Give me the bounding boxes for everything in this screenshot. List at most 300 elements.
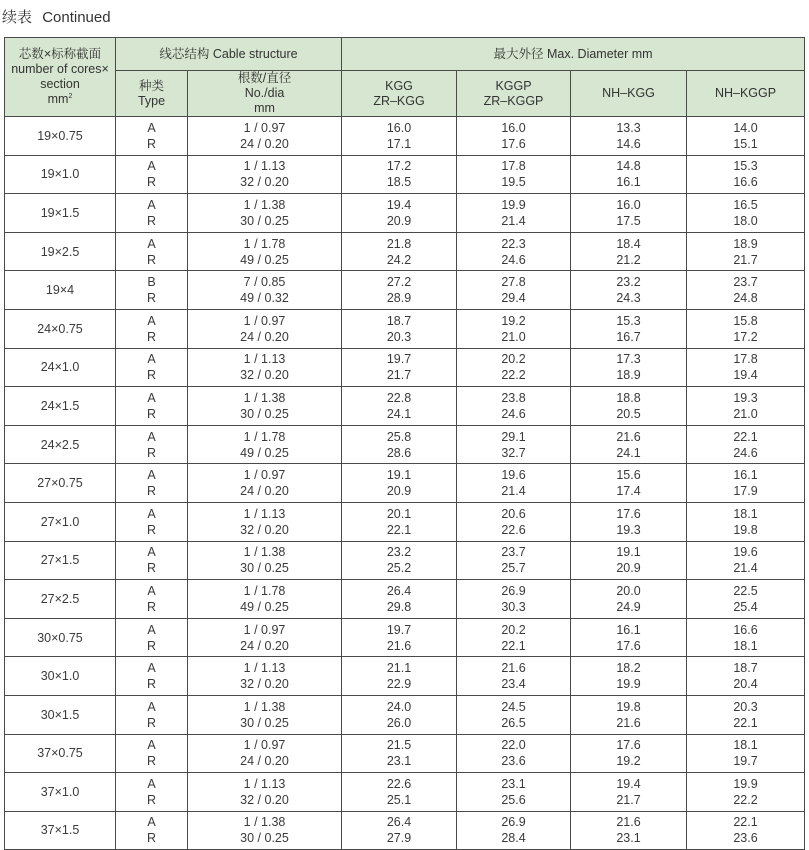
- cell-nh-kggp: [687, 464, 805, 503]
- cell-type: [116, 541, 188, 580]
- cell-type: [116, 502, 188, 541]
- cell-value: 19.9: [733, 776, 758, 791]
- cell-kggp: [457, 271, 571, 310]
- cell-value: 19.2: [616, 754, 641, 769]
- table-caption: [2, 6, 111, 27]
- cell-value: 19×1.0: [40, 167, 80, 182]
- cell-structure: [188, 734, 342, 773]
- cell-value: 14.8: [616, 159, 641, 174]
- cell-value: 24 / 0.20: [240, 484, 289, 499]
- cell-structure: [188, 502, 342, 541]
- cell-value: A: [147, 583, 156, 598]
- cell-kgg: [342, 194, 457, 233]
- cell-nh-kggp: [687, 348, 805, 387]
- cell-kggp: [457, 117, 571, 156]
- cell-structure: [188, 618, 342, 657]
- cell-value: 30 / 0.25: [240, 213, 289, 228]
- cell-value: 26.0: [386, 715, 412, 730]
- cell-value: 22.2: [733, 792, 758, 807]
- cell-section: [5, 232, 116, 271]
- cell-value: 22.1: [733, 715, 758, 730]
- cell-value: R: [146, 213, 157, 228]
- cell-section: [5, 348, 116, 387]
- cell-value: 32 / 0.20: [240, 522, 289, 537]
- cell-value: A: [147, 352, 156, 367]
- cell-value: 29.8: [386, 599, 412, 614]
- cell-value: A: [147, 699, 156, 714]
- cell-value: 15.8: [733, 313, 758, 328]
- cell-value: 21.6: [386, 638, 412, 653]
- cell-value: 20.0: [616, 583, 641, 598]
- cell-value: 22.6: [501, 522, 526, 537]
- cell-kggp: [457, 232, 571, 271]
- cell-value: 16.1: [616, 175, 641, 190]
- cell-value: 19.4: [386, 197, 412, 212]
- cell-kggp: [457, 194, 571, 233]
- cell-value: 25.1: [386, 792, 412, 807]
- cell-structure: [188, 348, 342, 387]
- cell-type: [116, 464, 188, 503]
- cell-value: 21.0: [733, 406, 758, 421]
- cell-value: 17.6: [616, 506, 641, 521]
- cell-value: 20.9: [386, 484, 412, 499]
- cell-value: 19.2: [501, 313, 526, 328]
- cell-value: 23.2: [386, 545, 412, 560]
- cell-value: A: [147, 622, 156, 637]
- cell-nh-kggp: [687, 773, 805, 812]
- cell-type: [116, 117, 188, 156]
- cell-value: 14.0: [733, 120, 758, 135]
- cell-value: 18.1: [733, 506, 758, 521]
- cell-value: 17.2: [386, 159, 412, 174]
- cell-nh-kgg: [571, 618, 687, 657]
- cell-kgg: [342, 309, 457, 348]
- cell-value: 7 / 0.85: [243, 275, 286, 290]
- cell-nh-kggp: [687, 117, 805, 156]
- cell-structure: [188, 194, 342, 233]
- cell-value: 49 / 0.25: [240, 599, 289, 614]
- header-kgg: KGG ZR–KGG: [342, 71, 457, 117]
- cell-value: R: [146, 599, 157, 614]
- cell-section: [5, 734, 116, 773]
- cell-kgg: [342, 387, 457, 426]
- cell-value: 15.1: [733, 136, 758, 151]
- cell-value: 24.1: [616, 445, 641, 460]
- cell-value: 23.1: [616, 831, 641, 846]
- cell-value: R: [146, 252, 157, 267]
- cell-nh-kggp: [687, 194, 805, 233]
- cell-value: R: [146, 561, 157, 576]
- cell-kgg: [342, 811, 457, 850]
- cell-value: 16.5: [733, 197, 758, 212]
- cell-value: 24.1: [386, 406, 412, 421]
- table-row: [5, 734, 805, 773]
- cell-type: [116, 387, 188, 426]
- cell-value: 24 / 0.20: [240, 136, 289, 151]
- cell-structure: [188, 271, 342, 310]
- cell-value: 23.7: [501, 545, 526, 560]
- table-row: [5, 618, 805, 657]
- cell-value: 1 / 0.97: [243, 622, 286, 637]
- cell-nh-kgg: [571, 695, 687, 734]
- cell-value: 18.0: [733, 213, 758, 228]
- cell-value: 1 / 1.38: [243, 545, 286, 560]
- cell-value: 19.9: [616, 677, 641, 692]
- cell-value: A: [147, 313, 156, 328]
- cell-value: 21.8: [386, 236, 412, 251]
- cell-section: [5, 425, 116, 464]
- cell-value: 20.5: [616, 406, 641, 421]
- cell-kgg: [342, 541, 457, 580]
- cell-section: [5, 811, 116, 850]
- cell-value: 25.2: [386, 561, 412, 576]
- cell-structure: [188, 773, 342, 812]
- cell-value: 20.9: [386, 213, 412, 228]
- cell-value: A: [147, 738, 156, 753]
- cell-nh-kggp: [687, 309, 805, 348]
- cell-section: [5, 271, 116, 310]
- cell-value: 30×0.75: [37, 630, 83, 645]
- cell-type: [116, 811, 188, 850]
- cell-value: 15.3: [616, 313, 641, 328]
- cell-section: [5, 657, 116, 696]
- cell-nh-kggp: [687, 502, 805, 541]
- cell-value: 1 / 1.38: [243, 699, 286, 714]
- cell-value: 16.6: [733, 622, 758, 637]
- cell-value: 19.4: [616, 776, 641, 791]
- cell-value: 1 / 1.13: [243, 661, 286, 676]
- cell-structure: [188, 309, 342, 348]
- cell-value: 1 / 0.97: [243, 313, 286, 328]
- cell-type: [116, 309, 188, 348]
- cell-value: 22.3: [501, 236, 526, 251]
- cell-value: 15.3: [733, 159, 758, 174]
- cell-value: 13.3: [616, 120, 641, 135]
- cell-value: 21.7: [616, 792, 641, 807]
- cell-value: 1 / 1.78: [243, 429, 286, 444]
- table-row: [5, 695, 805, 734]
- cell-value: A: [147, 159, 156, 174]
- cell-value: 25.6: [501, 792, 526, 807]
- cell-value: 24.9: [616, 599, 641, 614]
- cell-nh-kgg: [571, 348, 687, 387]
- cell-value: 25.8: [386, 429, 412, 444]
- cell-value: 23.8: [501, 390, 526, 405]
- cell-kgg: [342, 464, 457, 503]
- cell-section: [5, 309, 116, 348]
- cell-value: 1 / 1.13: [243, 159, 286, 174]
- cell-value: R: [146, 445, 157, 460]
- cell-value: 19×1.5: [40, 205, 80, 220]
- cell-nh-kggp: [687, 232, 805, 271]
- cell-value: 19.1: [386, 468, 412, 483]
- cell-value: R: [146, 638, 157, 653]
- cell-value: 16.6: [733, 175, 758, 190]
- cell-value: 18.1: [733, 638, 758, 653]
- cell-type: [116, 348, 188, 387]
- cell-value: A: [147, 468, 156, 483]
- cell-section: [5, 580, 116, 619]
- cell-kgg: [342, 580, 457, 619]
- cell-value: 16.1: [616, 622, 641, 637]
- cell-value: 19×4: [45, 283, 75, 298]
- cell-kggp: [457, 425, 571, 464]
- cell-value: 19.4: [733, 368, 758, 383]
- header-nh-kggp: NH–KGGP: [687, 71, 805, 117]
- cell-value: 27×1.0: [40, 514, 80, 529]
- cell-value: 37×1.5: [40, 823, 80, 838]
- table-row: [5, 464, 805, 503]
- cell-value: 27×2.5: [40, 591, 80, 606]
- cell-value: 25.7: [501, 561, 526, 576]
- cell-value: R: [146, 368, 157, 383]
- cell-value: 1 / 0.97: [243, 738, 286, 753]
- cell-value: 17.6: [616, 638, 641, 653]
- cell-nh-kgg: [571, 580, 687, 619]
- cell-nh-kgg: [571, 734, 687, 773]
- cell-value: 28.4: [501, 831, 526, 846]
- cell-value: 1 / 1.38: [243, 815, 286, 830]
- cell-value: 24×1.5: [40, 398, 80, 413]
- cell-value: 20.1: [386, 506, 412, 521]
- cell-value: 22.1: [501, 638, 526, 653]
- cell-value: 16.0: [501, 120, 526, 135]
- table-row: [5, 541, 805, 580]
- cell-value: R: [146, 715, 157, 730]
- cell-value: 22.5: [733, 583, 758, 598]
- cell-value: 22.1: [386, 522, 412, 537]
- cell-value: R: [146, 522, 157, 537]
- cell-value: 17.8: [501, 159, 526, 174]
- cell-value: 24.2: [386, 252, 412, 267]
- cell-kggp: [457, 387, 571, 426]
- cell-kgg: [342, 502, 457, 541]
- cell-section: [5, 194, 116, 233]
- cell-value: 19×0.75: [37, 128, 83, 143]
- cell-nh-kggp: [687, 425, 805, 464]
- cell-value: 30 / 0.25: [240, 561, 289, 576]
- cell-value: 24.6: [501, 406, 526, 421]
- cell-kggp: [457, 309, 571, 348]
- table-row: [5, 502, 805, 541]
- cell-kgg: [342, 773, 457, 812]
- cell-value: 21.6: [616, 815, 641, 830]
- cell-section: [5, 117, 116, 156]
- cell-value: R: [146, 175, 157, 190]
- cell-kggp: [457, 811, 571, 850]
- table-row: [5, 271, 805, 310]
- cell-value: 19.9: [501, 197, 526, 212]
- cell-value: 32 / 0.20: [240, 368, 289, 383]
- cell-value: 20.6: [501, 506, 526, 521]
- cell-value: 21.7: [386, 368, 412, 383]
- cell-value: 19.8: [733, 522, 758, 537]
- cell-value: 1 / 0.97: [243, 120, 286, 135]
- cell-value: 23.2: [616, 275, 641, 290]
- cell-kgg: [342, 232, 457, 271]
- cell-structure: [188, 425, 342, 464]
- cell-kgg: [342, 657, 457, 696]
- cell-value: 32 / 0.20: [240, 792, 289, 807]
- cell-nh-kgg: [571, 773, 687, 812]
- cell-kgg: [342, 155, 457, 194]
- header-kggp: KGGP ZR–KGGP: [457, 71, 571, 117]
- cell-value: 32 / 0.20: [240, 175, 289, 190]
- cell-value: 20.3: [386, 329, 412, 344]
- cell-value: 22.1: [733, 815, 758, 830]
- cell-value: 21.6: [616, 429, 641, 444]
- cell-value: 17.6: [616, 738, 641, 753]
- cell-type: [116, 618, 188, 657]
- cell-section: [5, 695, 116, 734]
- cell-value: 22.0: [501, 738, 526, 753]
- cell-value: 30×1.0: [40, 669, 80, 684]
- cell-structure: [188, 155, 342, 194]
- cell-value: 17.9: [733, 484, 758, 499]
- cell-value: 23.4: [501, 677, 526, 692]
- cell-nh-kgg: [571, 464, 687, 503]
- cell-nh-kggp: [687, 734, 805, 773]
- cell-nh-kggp: [687, 811, 805, 850]
- cell-value: 49 / 0.25: [240, 445, 289, 460]
- table-row: [5, 155, 805, 194]
- cell-value: 19.6: [501, 468, 526, 483]
- cell-nh-kggp: [687, 657, 805, 696]
- cell-value: A: [147, 545, 156, 560]
- cell-section: [5, 502, 116, 541]
- cell-value: A: [147, 776, 156, 791]
- cell-value: 28.6: [386, 445, 412, 460]
- header-type: 种类 Type: [116, 71, 188, 117]
- table-row: [5, 425, 805, 464]
- cell-value: 19.3: [733, 390, 758, 405]
- cell-value: 1 / 1.13: [243, 352, 286, 367]
- header-nodia: 根数/直径 No./dia mm: [188, 71, 342, 117]
- cell-value: 1 / 1.13: [243, 776, 286, 791]
- cell-value: 20.9: [616, 561, 641, 576]
- cell-kggp: [457, 657, 571, 696]
- cell-value: A: [147, 429, 156, 444]
- cell-value: 26.9: [501, 815, 526, 830]
- cable-spec-table: [4, 37, 805, 850]
- header-section: 芯数×标称截面 number of cores× section $mm^2$: [5, 38, 116, 117]
- cell-value: 21.4: [501, 213, 526, 228]
- cell-value: 20.2: [501, 352, 526, 367]
- cell-structure: [188, 811, 342, 850]
- table-row: [5, 773, 805, 812]
- cell-value: 18.2: [616, 661, 641, 676]
- cell-value: 19.3: [616, 522, 641, 537]
- cell-value: 23.7: [733, 275, 758, 290]
- cell-value: 20.3: [733, 699, 758, 714]
- cell-nh-kggp: [687, 387, 805, 426]
- cell-nh-kgg: [571, 541, 687, 580]
- cell-value: 16.7: [616, 329, 641, 344]
- caption-cn: 续表: [2, 9, 33, 26]
- cell-value: 27.2: [386, 275, 412, 290]
- cell-value: 1 / 1.13: [243, 506, 286, 521]
- cell-value: 19.7: [733, 754, 758, 769]
- cell-value: 18.7: [386, 313, 412, 328]
- cell-structure: [188, 117, 342, 156]
- cell-section: [5, 155, 116, 194]
- cell-value: 24×0.75: [37, 321, 83, 336]
- cell-kggp: [457, 734, 571, 773]
- cell-kggp: [457, 695, 571, 734]
- cell-value: 30×1.5: [40, 707, 80, 722]
- cell-nh-kgg: [571, 117, 687, 156]
- cell-value: 24.5: [501, 699, 526, 714]
- cell-value: R: [146, 831, 157, 846]
- cell-nh-kgg: [571, 425, 687, 464]
- cell-value: 22.8: [386, 390, 412, 405]
- cell-value: 22.6: [386, 776, 412, 791]
- table-row: [5, 309, 805, 348]
- cell-type: [116, 734, 188, 773]
- cell-nh-kggp: [687, 580, 805, 619]
- cell-value: 17.2: [733, 329, 758, 344]
- cell-value: A: [147, 815, 156, 830]
- cell-value: R: [146, 792, 157, 807]
- cell-nh-kgg: [571, 271, 687, 310]
- cell-value: 19×2.5: [40, 244, 80, 259]
- cell-nh-kgg: [571, 232, 687, 271]
- cell-value: B: [147, 275, 156, 290]
- cell-kgg: [342, 348, 457, 387]
- caption-en: Continued: [42, 9, 111, 26]
- cell-value: 18.4: [616, 236, 641, 251]
- cell-value: 24.8: [733, 291, 758, 306]
- table-row: [5, 348, 805, 387]
- cell-nh-kgg: [571, 309, 687, 348]
- cell-value: 30.3: [501, 599, 526, 614]
- cell-value: 27×1.5: [40, 553, 80, 568]
- cell-type: [116, 695, 188, 734]
- cell-kggp: [457, 464, 571, 503]
- cell-value: 21.2: [616, 252, 641, 267]
- cell-nh-kggp: [687, 695, 805, 734]
- cell-section: [5, 618, 116, 657]
- header-structure: 线芯结构 Cable structure: [116, 38, 342, 71]
- cell-value: 18.9: [733, 236, 758, 251]
- table-row: [5, 194, 805, 233]
- cell-value: 27×0.75: [37, 476, 83, 491]
- cell-value: R: [146, 136, 157, 151]
- cell-type: [116, 657, 188, 696]
- cell-value: 19.6: [733, 545, 758, 560]
- cell-structure: [188, 695, 342, 734]
- cell-value: A: [147, 120, 156, 135]
- cell-value: 1 / 1.38: [243, 390, 286, 405]
- cell-value: 24 / 0.20: [240, 638, 289, 653]
- cell-structure: [188, 657, 342, 696]
- cell-value: 1 / 0.97: [243, 468, 286, 483]
- cell-nh-kgg: [571, 194, 687, 233]
- cell-nh-kgg: [571, 155, 687, 194]
- cell-value: 18.9: [616, 368, 641, 383]
- cell-type: [116, 773, 188, 812]
- cell-value: 17.5: [616, 213, 641, 228]
- cell-value: 16.1: [733, 468, 758, 483]
- cell-kggp: [457, 541, 571, 580]
- cell-value: 26.4: [386, 815, 412, 830]
- cell-value: 21.0: [501, 329, 526, 344]
- cell-value: 21.6: [501, 661, 526, 676]
- cell-type: [116, 194, 188, 233]
- cell-value: 15.6: [616, 468, 641, 483]
- table-row: [5, 580, 805, 619]
- cell-nh-kgg: [571, 387, 687, 426]
